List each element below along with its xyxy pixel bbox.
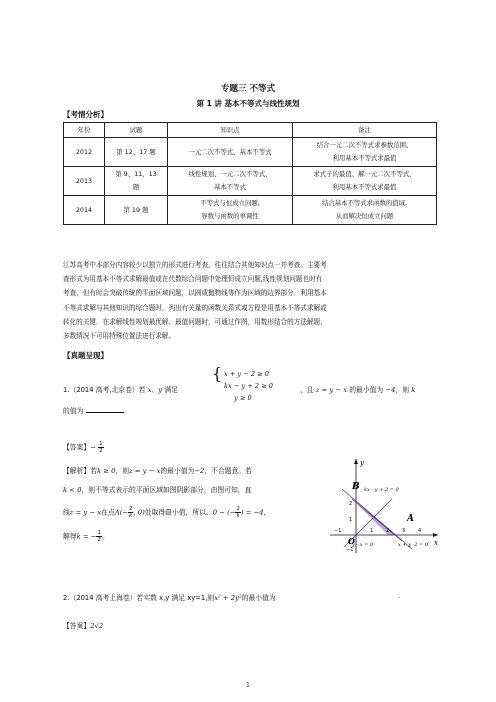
q2-end-dot: .: [398, 592, 401, 600]
header-year: 年份: [64, 123, 105, 138]
q2-stem: 2.（2014 高考上海卷）若实数 x,y 满足 xy=1,则x² + 2y²的最小值为: [63, 594, 276, 602]
q1-blank-line: 的值为: [63, 405, 124, 415]
section-analysis-heading: 【考情分析】: [63, 110, 108, 119]
line-yx-label: y - x = 0: [352, 542, 374, 548]
tick-y-neg1: −1: [346, 547, 354, 553]
point-A-label: A: [407, 514, 414, 524]
y-axis-label: y: [360, 459, 364, 467]
q1-analysis-line2: k < 0，则不等式表示的平面区域如图阴影部分，由图可知，直: [63, 486, 252, 494]
q1-analysis-line1: 【解析】若k ≥ 0，则z = y − x的最小值为−2，不合题意。若: [63, 467, 252, 475]
exam-analysis-table: [63, 122, 437, 225]
header-knowledge: 知识点: [168, 123, 293, 138]
lesson-subtitle: 第 1 讲 基本不等式与线性规划: [196, 99, 300, 108]
table-row: 2014 第 19 题 不等式与恒成立问题, 导数与函数的单调性 结合基本不等式求函数的值域, 从而解决恒成立问题: [64, 196, 437, 225]
line-kx-label: kx - y + 2 = 0: [364, 487, 399, 493]
page-number: 1: [246, 682, 250, 689]
tick-x-4: 4: [418, 528, 422, 534]
tick-x-3: 3: [402, 528, 406, 534]
q1-stem: 1.（2014 高考,北京卷）若 x、y 满足: [63, 386, 178, 394]
table-header-row: [64, 123, 437, 138]
q1-answer: 【答案】− $\frac{1}{2}$: [63, 441, 103, 454]
point-B-label: B: [352, 482, 360, 492]
table-row: 2013 第 9、11、13 题 线性规划、一元二次不等式、 基本不等式 求式子的最值、解一元二次不等式、 利用基本不等式求最值: [64, 167, 437, 196]
tick-x-2: 2: [386, 528, 390, 534]
feasible-region-figure: [322, 455, 442, 555]
line-xy-label: x + y -2 = 0: [398, 542, 429, 548]
q1-analysis-line3: 线z = y − x在点A(− $\frac{2}{k}$ , 0)处取得最小值，所以，0 − (− $\frac{2}{k}$ ) = −4，: [63, 506, 271, 519]
x-axis-label: x: [434, 539, 438, 547]
tick-x-1: 1: [370, 528, 374, 534]
origin-label: O: [348, 536, 355, 546]
y-axis-arrow: [354, 459, 358, 464]
document-title: 专题三 不等式: [221, 84, 275, 94]
constraint-system: x + y − 2 ≥ 0 kx − y + 2 ≥ 0 y ≥ 0: [224, 370, 273, 402]
tick-y-2: 2: [349, 501, 353, 507]
q1-stem-cont: ，且 z = y − x 的最小值为 −4，则 k: [300, 386, 416, 394]
tick-x-neg1: −1: [334, 528, 342, 534]
header-items: 试题: [105, 123, 168, 138]
q2-answer: 【答案】2√2: [63, 622, 104, 630]
q1-solution: 解得k = − $\frac{1}{2}$ 。: [63, 530, 109, 543]
header-note: 备注: [293, 123, 437, 138]
section-real-heading: 【真题呈现】: [63, 351, 108, 360]
x-axis-arrow: [433, 533, 438, 537]
analysis-paragraph: 江苏高考中本部分内容较少以独立的形式进行考查，往往结合其他知识点一并考查。主要考 查形式为用基本不等式求解最值或在代数综合问题中处理恒成立问题,线性规划问题也时有 考查，但有时会突破传统的平面区域问题，以圆或抛物线等作为区域的边界部分．利用基本 不等式求解与其他知识的综合题时，列出有关量的函数关系式或方程是用基本不等式求解或 转化的关键．在求解线性规划最优解、最值问题时，可通过作图，用数形结合的方法解题， 多数情况下可用特殊位置法进行求解。: [63, 261, 327, 341]
table-row: 2012 第 12、17 题 一元二次不等式、基本不等式 结合一元二次不等式求参数范围、 利用基本不等式求最值: [64, 138, 437, 167]
tick-y-1: 1: [349, 517, 353, 523]
system-brace: {: [212, 364, 223, 383]
